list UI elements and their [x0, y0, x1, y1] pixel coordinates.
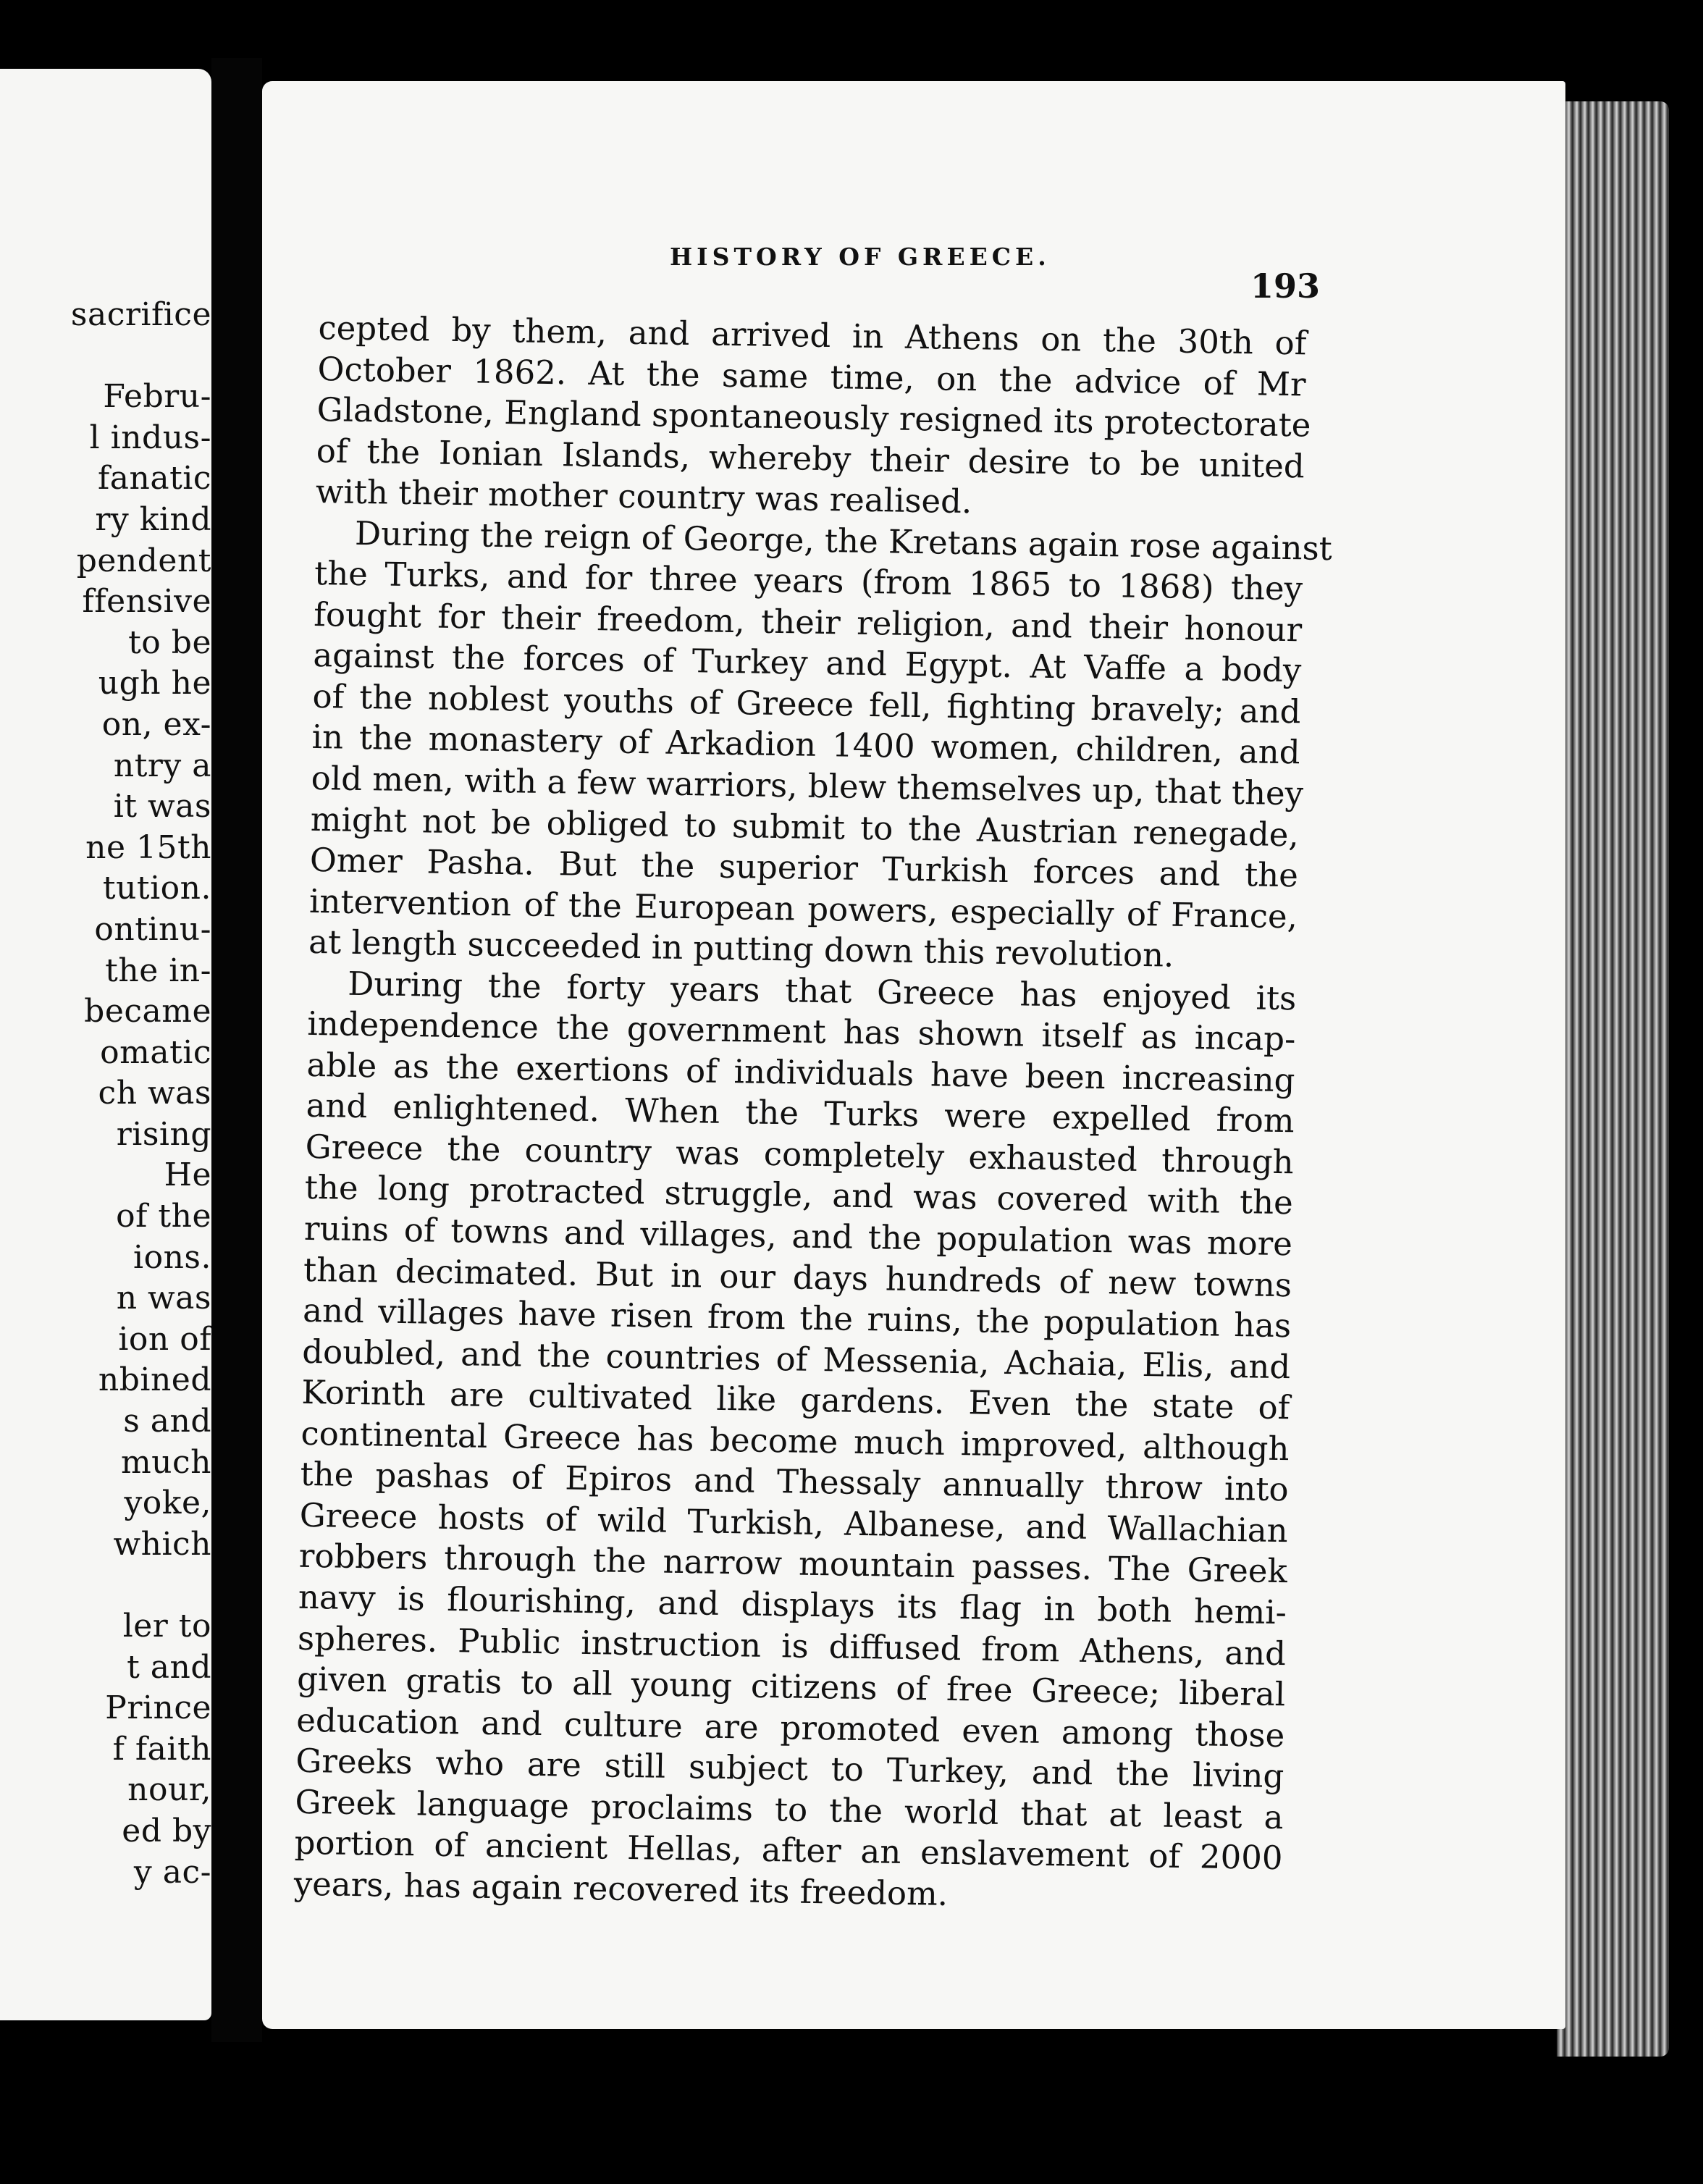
left-text-line: ne 15th	[85, 828, 211, 866]
text-line: the pashas of Epiros and Thessaly annually throw into	[300, 1455, 1289, 1509]
page-edges	[1557, 101, 1669, 2057]
left-text-line: tution.	[102, 870, 211, 907]
left-text-line: nour,	[127, 1771, 211, 1809]
text-line: with their mother country was realised.	[315, 472, 972, 521]
left-text-line: to be	[128, 623, 211, 661]
text-line: doubled, and the countries of Messenia, Achaia, Elis, and	[301, 1332, 1291, 1386]
text-line: than decimated. But in our days hundreds of new towns	[303, 1250, 1292, 1304]
left-text-line: omatic	[100, 1033, 211, 1071]
text-line: Korinth are cultivated like gardens. Even the state of	[301, 1373, 1290, 1427]
text-line: cepted by them, and arrived in Athens on the 30th of	[318, 308, 1307, 363]
text-line: years, has again recovered its freedom.	[293, 1864, 949, 1913]
left-text-line: the in-	[105, 952, 211, 989]
text-line: Greece the country was completely exhausted through	[305, 1127, 1295, 1182]
text-line: fought for their freedom, their religion, and their honour	[313, 595, 1303, 650]
left-text-line: ntry a	[113, 747, 211, 784]
text-line: at length succeeded in putting down this revolution.	[308, 923, 1174, 975]
text-line: the Turks, and for three years (from 1865 to 1868) they	[314, 554, 1303, 608]
text-line: spheres. Public instruction is diffused from Athens, and	[297, 1618, 1287, 1673]
left-text-line: pendent	[76, 542, 211, 579]
left-text-line: ion of	[118, 1320, 211, 1358]
left-text-line: l indus-	[89, 419, 211, 456]
left-text-line	[71, 336, 211, 377]
left-text-line: which	[113, 1525, 211, 1563]
left-text-line: ffensive	[82, 583, 211, 621]
text-line: Omer Pasha. But the superior Turkish forces and the	[309, 841, 1299, 895]
text-line: During the forty years that Greece has enjoyed its	[347, 964, 1297, 1018]
left-text-line: He	[164, 1156, 211, 1194]
left-text-line: ontinu-	[94, 910, 211, 948]
left-page-fragment	[0, 69, 211, 2020]
left-text-line: ugh he	[98, 665, 211, 702]
left-text-line: s and	[123, 1403, 211, 1440]
book-gutter	[211, 58, 262, 2042]
page-number: 193	[1250, 266, 1321, 306]
left-text-line: much	[120, 1443, 211, 1481]
text-line: Greeks who are still subject to Turkey, and the living	[295, 1741, 1284, 1796]
left-text-line: ry kind	[95, 500, 211, 538]
body-text	[293, 308, 1333, 1920]
left-text-line: of the	[116, 1198, 211, 1235]
text-line: During the reign of George, the Kretans again rose against	[354, 513, 1333, 568]
text-line: in the monastery of Arkadion 1400 women, children, and	[311, 718, 1300, 772]
text-line: Greece hosts of wild Turkish, Albanese, and Wallachian	[299, 1495, 1289, 1550]
text-line: given gratis to all young citizens of free Greece; liberal	[296, 1659, 1286, 1714]
left-text-line: sacrifice	[70, 296, 211, 333]
text-line: Greek language proclaims to the world that at least a	[295, 1782, 1284, 1836]
left-text-line: rising	[116, 1115, 211, 1153]
left-text-line: ler to	[122, 1608, 211, 1645]
text-line: ruins of towns and villages, and the population was more	[303, 1209, 1293, 1264]
text-line: and villages have risen from the ruins, the population has	[302, 1290, 1292, 1345]
text-line: portion of ancient Hellas, after an enslavement of 2000	[294, 1823, 1283, 1878]
left-text-line: fanatic	[98, 460, 211, 497]
text-line: might not be obliged to submit to the Austrian renegade,	[310, 799, 1300, 854]
text-line: independence the government has shown itself as incap-	[307, 1004, 1296, 1059]
left-text-line: ions.	[133, 1238, 211, 1276]
left-text-line: nbined	[98, 1361, 211, 1399]
text-line: able as the exertions of individuals have been increasing	[306, 1045, 1295, 1100]
left-text-line: it was	[113, 788, 211, 826]
text-line: old men, with a few warriors, blew themselves up, that they	[311, 758, 1304, 813]
text-line: intervention of the European powers, especially of France,	[308, 881, 1298, 936]
text-line: continental Greece has become much improved, although	[300, 1414, 1290, 1469]
left-text-line: ed by	[122, 1812, 211, 1849]
left-text-line: on, ex-	[101, 705, 211, 743]
left-page-text	[71, 295, 211, 1893]
left-text-line: y ac-	[133, 1853, 211, 1891]
text-line: and enlightened. When the Turks were expelled from	[306, 1086, 1295, 1141]
left-text-line: Prince	[105, 1689, 211, 1727]
text-line: the long protracted struggle, and was covered with the	[304, 1168, 1294, 1222]
left-text-line: n was	[116, 1280, 211, 1317]
text-line: education and culture are promoted even among those	[295, 1700, 1285, 1755]
left-text-line: yoke,	[124, 1484, 211, 1522]
text-line: navy is flourishing, and displays its flag in both hemi-	[298, 1577, 1287, 1632]
left-text-line: ch was	[98, 1075, 211, 1112]
text-line: Gladstone, England spontaneously resigned its protectorate	[316, 390, 1311, 445]
left-text-line	[71, 1565, 211, 1606]
left-text-line: f faith	[112, 1730, 211, 1768]
text-line: of the Ionian Islands, whereby their desire to be united	[316, 431, 1305, 486]
running-head: HISTORY OF GREECE.	[670, 243, 1051, 271]
text-line: against the forces of Turkey and Egypt. At Vaffe a body	[313, 636, 1302, 690]
left-text-line: became	[84, 993, 211, 1030]
text-line: October 1862. At the same time, on the advice of Mr	[317, 349, 1306, 403]
text-line: robbers through the narrow mountain passes. The Greek	[298, 1537, 1288, 1591]
left-text-line: t and	[127, 1648, 211, 1686]
text-line: of the noblest youths of Greece fell, fighting bravely; and	[312, 676, 1301, 731]
left-text-line: Febru-	[103, 378, 211, 416]
